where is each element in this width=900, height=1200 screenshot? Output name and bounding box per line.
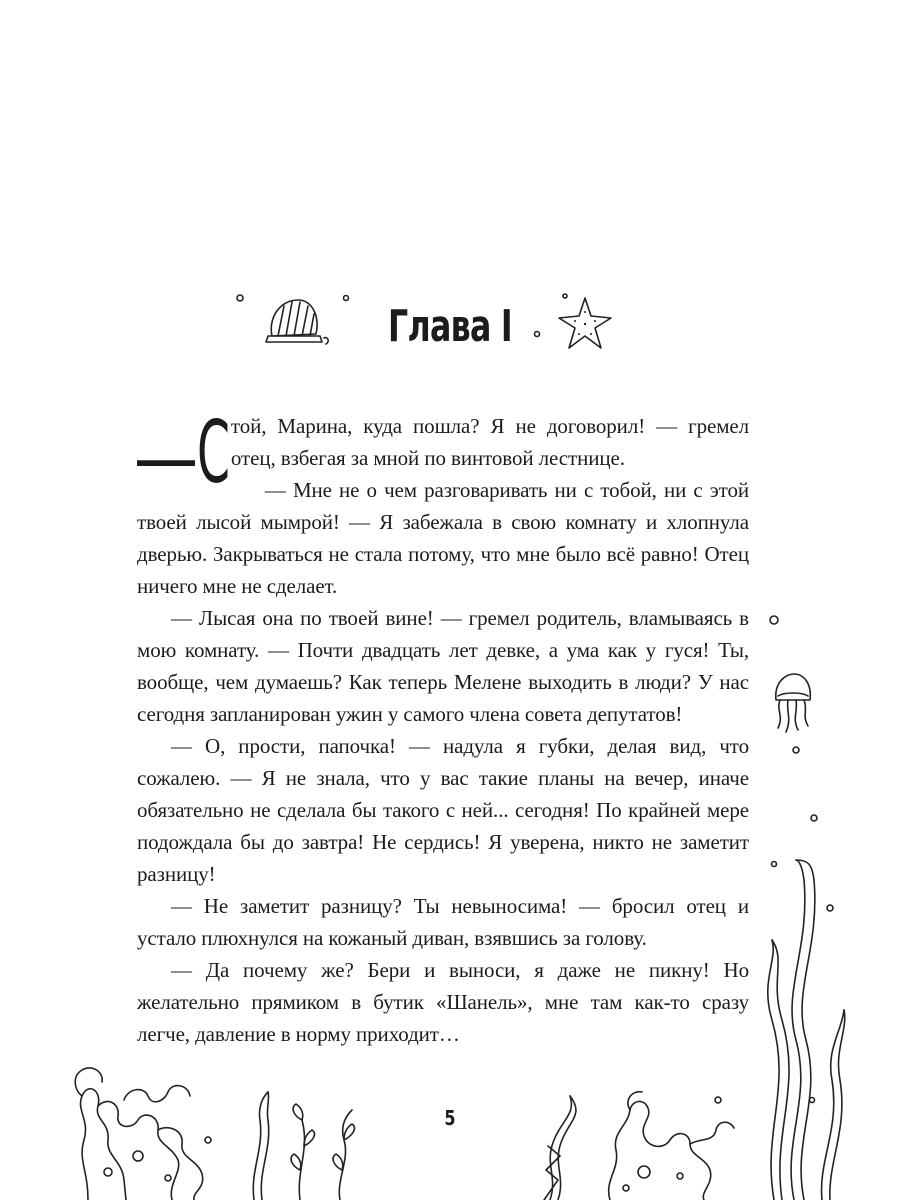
drop-cap-letter: С [196, 403, 230, 503]
paragraph-text: той, Марина, куда пошла? Я не договорил! — гремел отец, взбегая за мной по винтовой лестнице. [230, 414, 749, 470]
seaweed-icon [240, 1090, 370, 1200]
jellyfish-icon [762, 600, 822, 760]
coral-icon [540, 1080, 740, 1200]
paragraph [137, 403, 749, 503]
paragraph: — Не заметит разницу? Ты невыносима! — бросил отец и устало плюхнулся на кожаный диван, взявшись за голову. [137, 894, 749, 950]
paragraph: — Лысая она по твоей вине! — гремел родитель, вламываясь в мою комнату. — Почти двадцать лет девке, а ума как у гуся! Ты, вообще, чем думаешь? Как теперь Мелене выходить в люди? У нас сегодня запланирован ужин у самого члена совета депутатов! [137, 606, 749, 726]
seaweed-icon [752, 800, 862, 1200]
page-number: 5 [444, 1106, 456, 1130]
drop-cap-dash: — [137, 427, 195, 492]
coral-icon [68, 1060, 228, 1200]
chapter-text [137, 403, 749, 1050]
starfish-icon [525, 288, 625, 358]
paragraph: — О, прости, папочка! — надула я губки, делая вид, что сожалею. — Я не знала, что у вас такие планы на вечер, иначе обязательно не сделала бы такого с ней... сегодня! По крайней мере подождала бы до завтра! Не сердись! Я уверена, никто не заметит разницу! [137, 734, 749, 886]
chapter-title: Глава I [388, 301, 512, 352]
paragraph: — Мне не о чем разговаривать ни с тобой, ни с этой твоей лысой мымрой! — Я забежала в свою комнату и хлопнула дверью. Закрываться не стала потому, что мне было всё равно! Отец ничего мне не сделает. [137, 478, 749, 598]
paragraph: — Да почему же? Бери и выноси, я даже не пикну! Но желательно прямиком в бутик «Шанель», мне там как-то сразу легче, давление в норму приходит… [137, 958, 749, 1046]
drop-cap [137, 403, 230, 503]
shell-icon [228, 288, 358, 358]
